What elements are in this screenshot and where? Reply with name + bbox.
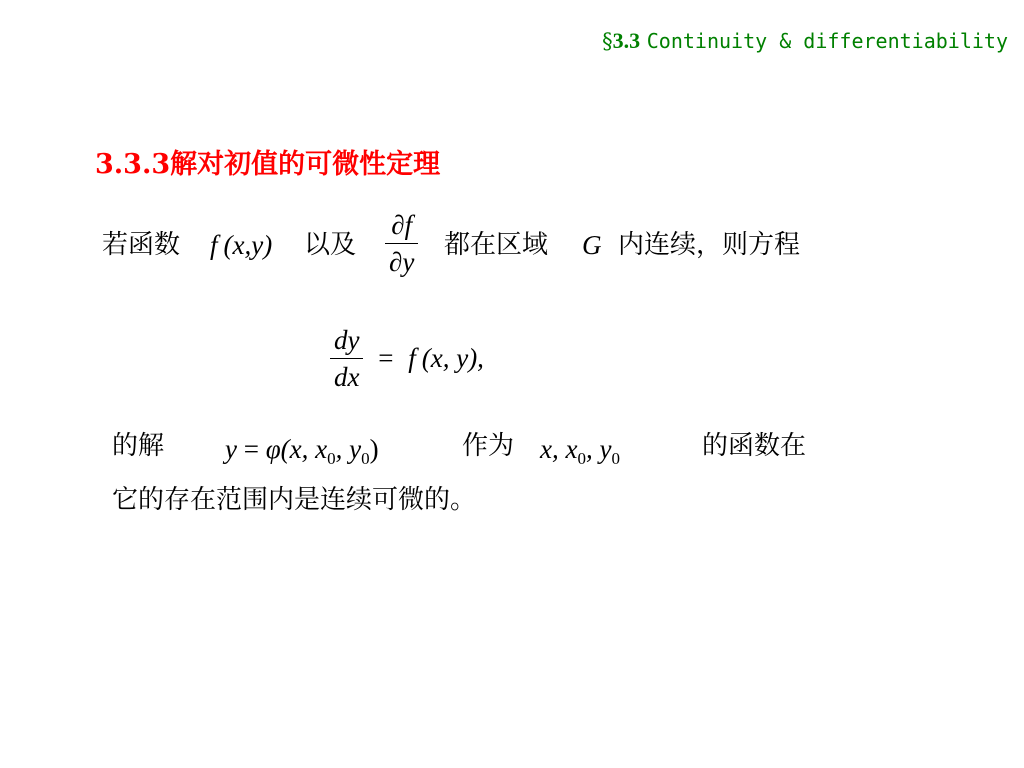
solution-args-open: (x, x: [280, 434, 328, 464]
section-number: 3.3: [612, 28, 641, 53]
theorem-heading: 3.3.3解对初值的可微性定理: [95, 149, 441, 180]
solution-phi: φ: [265, 434, 281, 464]
solution-args-mid: , y: [335, 434, 362, 464]
section-symbol: §: [602, 29, 613, 53]
line3-suffix: 的函数在: [702, 431, 807, 461]
solution-equals: =: [243, 434, 259, 464]
partial-denominator: ∂y: [389, 247, 415, 277]
initial-variables: [540, 431, 620, 467]
line4-text: 它的存在范围内是连续可微的。: [112, 485, 477, 515]
line1-connector: 以及: [304, 230, 357, 260]
region-g: G: [582, 230, 602, 260]
solution-y: y: [225, 434, 237, 464]
vars-x-x0: x, x: [540, 434, 578, 464]
solution-sub-y0: 0: [361, 449, 370, 468]
partial-numerator: ∂f: [391, 210, 413, 240]
section-title: Continuity & differentiability: [646, 29, 1008, 53]
function-f: f: [210, 230, 218, 260]
vars-y0: , y: [585, 434, 612, 464]
solution-args-close: ): [369, 434, 379, 464]
line1-prefix: 若函数: [102, 230, 181, 260]
partial-derivative: [385, 207, 418, 280]
differential-equation: [330, 322, 484, 395]
line1-function: [210, 227, 272, 263]
section-header: [602, 26, 1008, 56]
line1-middle: 都在区域: [444, 230, 549, 260]
solution-sub-x0: 0: [327, 449, 336, 468]
line1-suffix: 内连续，则方程: [618, 230, 801, 260]
line3-connector: 作为: [462, 431, 515, 461]
solution-expression: [225, 431, 379, 467]
function-args: (x,y): [223, 230, 273, 260]
line3-prefix: 的解: [112, 431, 165, 461]
equation-numerator: dy: [334, 325, 360, 355]
equation-denominator: dx: [334, 362, 360, 392]
vars-sub-x0: 0: [577, 449, 586, 468]
rhs-function: f: [408, 343, 416, 373]
rhs-args: (x, y),: [421, 343, 484, 373]
equals-sign: =: [378, 343, 394, 373]
vars-sub-y0: 0: [611, 449, 620, 468]
